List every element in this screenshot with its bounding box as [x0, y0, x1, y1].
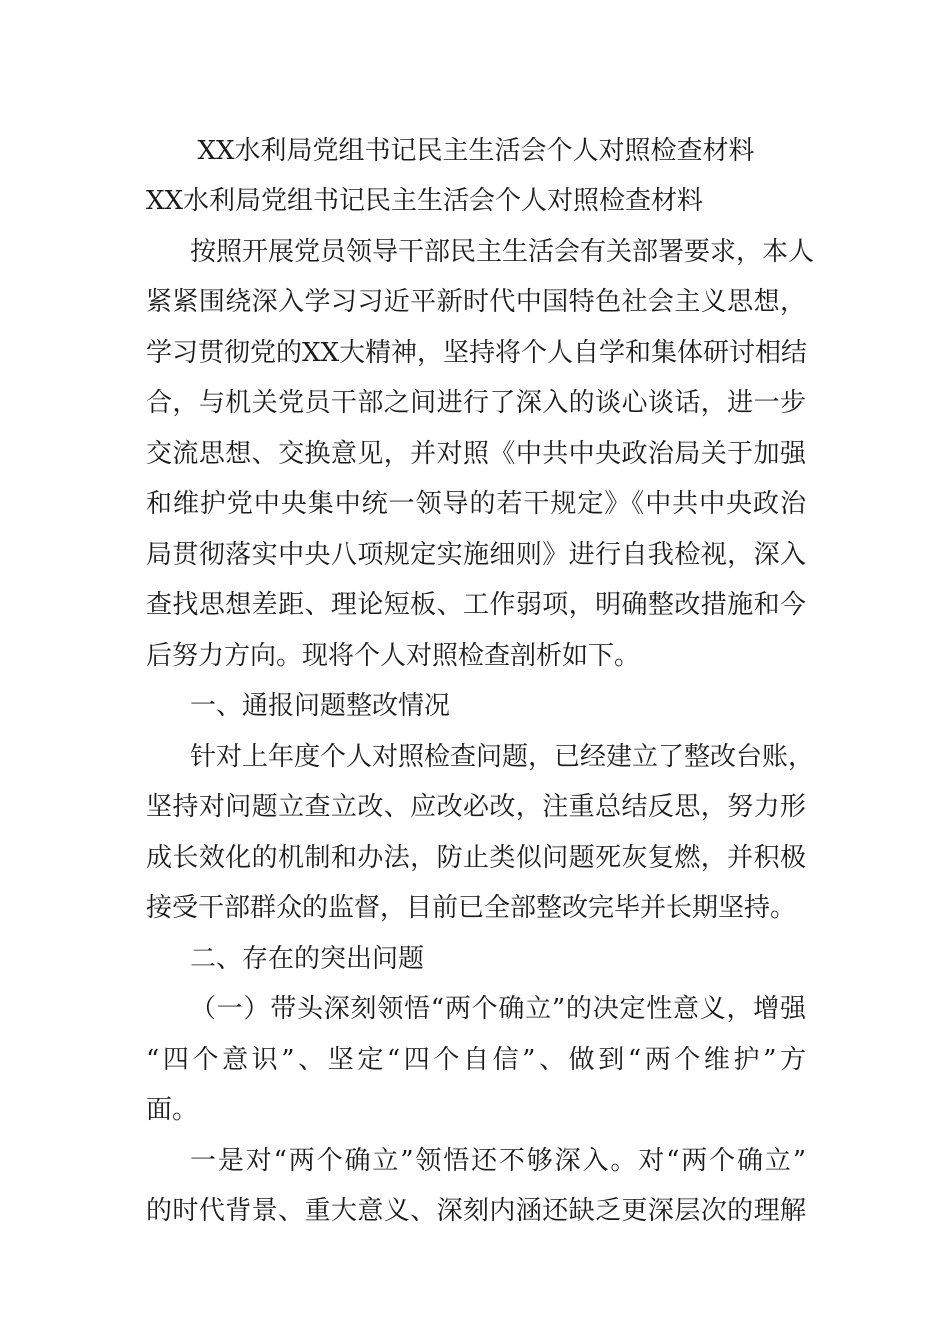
subsection-heading-line: 面。: [146, 1095, 199, 1125]
paragraph-line: 坚持对问题立查立改、应改必改，注重总结反思，努力形: [146, 792, 806, 822]
paragraph-line: 查找思想差距、理论短板、工作弱项，明确整改措施和今: [146, 590, 806, 620]
document-subtitle: XX水利局党组书记民主生活会个人对照检查材料: [146, 186, 704, 216]
paragraph-line: 和维护党中央集中统一领导的若干规定》《中共中央政治: [146, 489, 806, 519]
paragraph-line: 局贯彻落实中央八项规定实施细则》进行自我检视，深入: [146, 539, 806, 570]
subsection-heading-line: “四个意识”、坚定“四个自信”、做到“两个维护”方: [146, 1044, 806, 1075]
paragraph-line: 成长效化的机制和办法，防止类似问题死灰复燃，并积极: [146, 842, 806, 873]
paragraph-line: 按照开展党员领导干部民主生活会有关部署要求，本人: [190, 236, 815, 267]
paragraph-line: 交流思想、交换意见，并对照《中共中央政治局关于加强: [146, 438, 806, 469]
section-heading: 一、通报问题整改情况: [190, 691, 451, 721]
document-body: [146, 176, 815, 1237]
subsection-heading-line: （一）带头深刻领悟“两个确立”的决定性意义，增强: [190, 994, 806, 1024]
paragraph-line: 针对上年度个人对照检查问题，已经建立了整改台账，: [190, 741, 815, 772]
section-heading: 二、存在的突出问题: [190, 943, 425, 974]
document-title: XX水利局党组书记民主生活会个人对照检查材料: [197, 136, 755, 166]
paragraph-line: 一是对“两个确立”领悟还不够深入。对“两个确立”: [190, 1145, 806, 1176]
paragraph-line: 接受干部群众的监督，目前已全部整改完毕并长期坚持。: [146, 893, 797, 923]
paragraph-line: 学习贯彻党的XX大精神，坚持将个人自学和集体研讨相结: [146, 337, 808, 368]
paragraph-line: 后努力方向。现将个人对照检查剖析如下。: [146, 640, 641, 671]
paragraph-line: 紧紧围绕深入学习习近平新时代中国特色社会主义思想，: [146, 287, 806, 317]
paragraph-line: 的时代背景、重大意义、深刻内涵还缺乏更深层次的理解: [146, 1196, 806, 1226]
paragraph-line: 合，与机关党员干部之间进行了深入的谈心谈话，进一步: [146, 388, 806, 418]
